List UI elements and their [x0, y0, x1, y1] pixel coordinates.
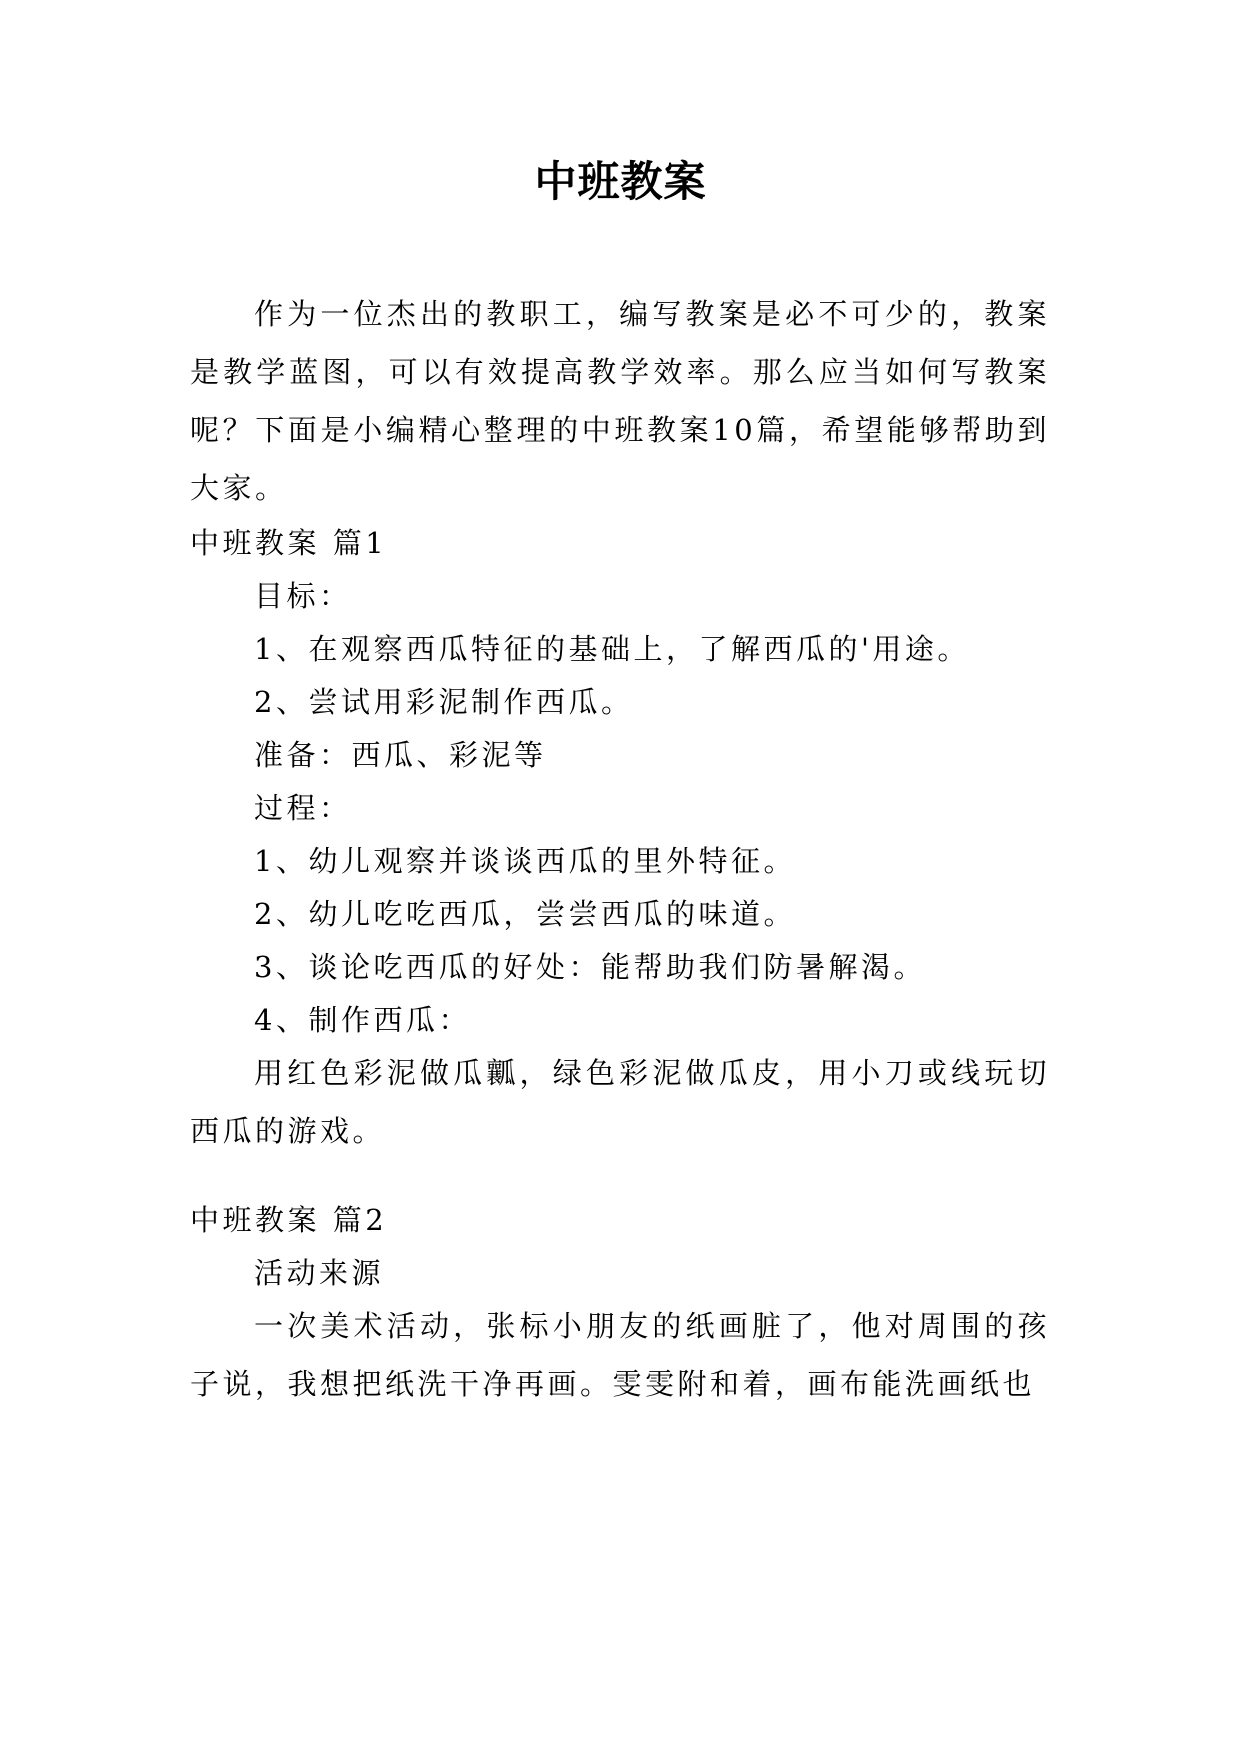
process-step-1: 1、幼儿观察并谈谈西瓜的里外特征。 — [254, 844, 796, 878]
document-title: 中班教案 — [534, 157, 707, 206]
goal-label: 目标： — [254, 579, 352, 613]
preparation-line: 准备：西瓜、彩泥等 — [254, 738, 547, 772]
activity-source-paragraph: 一次美术活动，张标小朋友的纸画脏了，他对周围的孩子说，我想把纸洗干净再画。雯雯附和着，画布能洗画纸也 — [190, 1309, 1050, 1401]
process-step-4-detail: 用红色彩泥做瓜瓤，绿色彩泥做瓜皮，用小刀或线玩切西瓜的游戏。 — [190, 1056, 1050, 1148]
section-1-heading: 中班教案 篇1 — [190, 526, 388, 560]
process-step-3: 3、谈论吃西瓜的好处：能帮助我们防暑解渴。 — [254, 950, 926, 984]
section-2-heading: 中班教案 篇2 — [190, 1203, 388, 1237]
goal-item-2: 2、尝试用彩泥制作西瓜。 — [254, 685, 634, 719]
goal-item-1: 1、在观察西瓜特征的基础上，了解西瓜的'用途。 — [254, 632, 970, 666]
process-step-4: 4、制作西瓜： — [254, 1003, 471, 1037]
activity-source-label: 活动来源 — [254, 1256, 385, 1290]
process-step-2: 2、幼儿吃吃西瓜，尝尝西瓜的味道。 — [254, 897, 796, 931]
process-label: 过程： — [254, 791, 352, 825]
intro-paragraph: 作为一位杰出的教职工，编写教案是必不可少的，教案是教学蓝图，可以有效提高教学效率。那么应当如何写教案呢？下面是小编精心整理的中班教案10篇，希望能够帮助到大家。 — [190, 297, 1050, 505]
